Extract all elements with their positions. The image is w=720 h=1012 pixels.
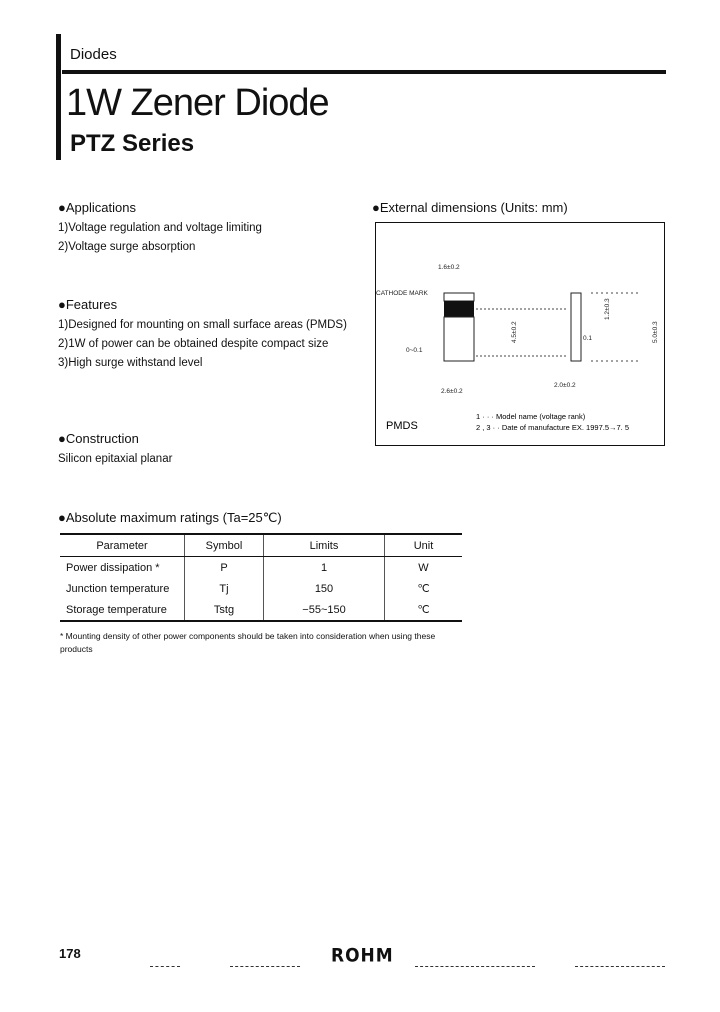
cathode-mark-label: CATHODE MARK bbox=[376, 290, 428, 297]
package-drawing bbox=[376, 223, 664, 445]
table-row bbox=[60, 599, 462, 621]
package-top bbox=[444, 293, 474, 301]
category: Diodes bbox=[70, 46, 117, 63]
dim-cap-label: 1.2±0.3 bbox=[604, 298, 611, 320]
dim-bottom-label: 2.6±0.2 bbox=[441, 388, 463, 395]
legend-model: 1 · · · Model name (voltage rank) bbox=[476, 412, 586, 421]
cathode-band bbox=[444, 301, 474, 317]
dim-width-label: 1.6±0.2 bbox=[438, 264, 460, 271]
table-row bbox=[60, 578, 462, 599]
cell: 150 bbox=[264, 578, 385, 599]
cell: Tj bbox=[185, 578, 264, 599]
series-title: PTZ Series bbox=[70, 130, 195, 157]
list-item: 1)Voltage regulation and voltage limiting bbox=[58, 222, 262, 234]
cell: Power dissipation * bbox=[66, 561, 160, 574]
table-header-row bbox=[60, 534, 462, 557]
col-symbol: Symbol bbox=[185, 534, 264, 557]
list-item: 2)1W of power can be obtained despite compact size bbox=[58, 338, 329, 350]
dimensions-heading: ● External dimensions (Units: mm) bbox=[372, 200, 568, 215]
applications-section bbox=[58, 200, 262, 257]
cell: ℃ bbox=[385, 578, 463, 599]
header-bar bbox=[56, 34, 61, 160]
cell: W bbox=[385, 557, 463, 579]
col-parameter: Parameter bbox=[60, 534, 185, 557]
cell: Tstg bbox=[185, 599, 264, 621]
ratings-table bbox=[60, 533, 462, 622]
dim-lead-label: 0.1 bbox=[583, 335, 593, 342]
construction-text: Silicon epitaxial planar bbox=[58, 453, 173, 465]
construction-section bbox=[58, 431, 172, 469]
ratings-heading: ● Absolute maximum ratings (Ta=25℃) bbox=[58, 510, 282, 526]
table-row bbox=[60, 557, 462, 579]
package-body bbox=[444, 317, 474, 361]
col-unit: Unit bbox=[385, 534, 463, 557]
page-number: 178 bbox=[59, 946, 81, 961]
dimensions-diagram bbox=[375, 222, 665, 446]
cell: −55~150 bbox=[264, 599, 385, 621]
cell: ℃ bbox=[385, 599, 463, 621]
features-section bbox=[58, 297, 347, 373]
ratings-footnote: * Mounting density of other power components should be taken into consideration when using these products bbox=[60, 631, 436, 654]
cell: Junction temperature bbox=[66, 582, 170, 595]
dim-height-label: 5.0±0.3 bbox=[652, 321, 659, 343]
applications-heading: ● Applications bbox=[58, 200, 262, 215]
package-name: PMDS bbox=[386, 420, 418, 432]
package-side bbox=[571, 293, 581, 361]
features-heading: ● Features bbox=[58, 297, 347, 312]
list-item: 2)Voltage surge absorption bbox=[58, 241, 196, 253]
list-item: 3)High surge withstand level bbox=[58, 357, 203, 369]
construction-heading: ● Construction bbox=[58, 431, 172, 446]
cell: Storage temperature bbox=[60, 599, 185, 621]
brand-logo: ROHM bbox=[331, 945, 394, 967]
cell: P bbox=[185, 557, 264, 579]
header-rule bbox=[62, 70, 666, 74]
ratings-section bbox=[58, 510, 282, 530]
dimensions-section bbox=[372, 200, 568, 219]
col-limits: Limits bbox=[264, 534, 385, 557]
dim-thickness-label: 2.0±0.2 bbox=[554, 382, 576, 389]
legend-date: 2 , 3 · · Date of manufacture EX. 1997.5→7. 5 bbox=[476, 423, 629, 432]
list-item: 1)Designed for mounting on small surface areas (PMDS) bbox=[58, 319, 347, 331]
dim-length-label: 4.5±0.2 bbox=[511, 321, 518, 343]
page-title: 1W Zener Diode bbox=[66, 82, 329, 124]
cell: 1 bbox=[264, 557, 385, 579]
dim-offset-label: 0~0.1 bbox=[406, 347, 423, 354]
